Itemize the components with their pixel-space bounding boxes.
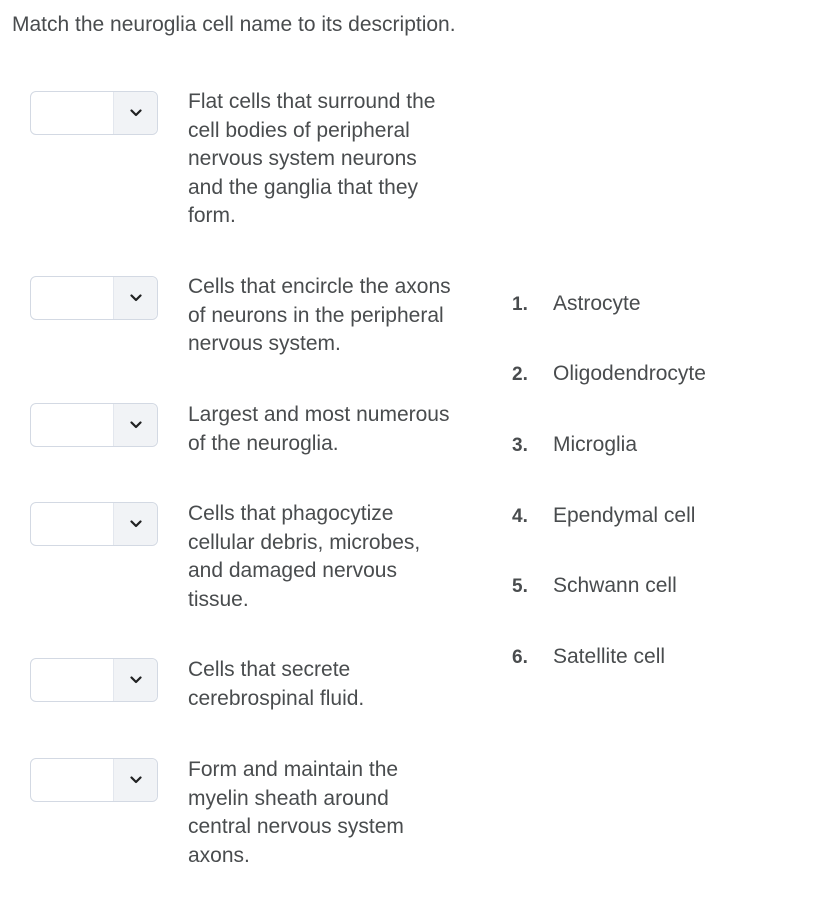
match-select-3[interactable]	[30, 403, 158, 447]
answer-item-1	[512, 288, 802, 320]
match-select-value	[31, 503, 115, 545]
answer-item-3	[512, 429, 802, 461]
chevron-down-icon	[130, 421, 142, 429]
dropdown-toggle[interactable]	[113, 277, 157, 319]
dropdown-toggle[interactable]	[113, 759, 157, 801]
match-select-2[interactable]	[30, 276, 158, 320]
answer-item-4	[512, 500, 802, 532]
answer-number: 4.	[512, 506, 528, 527]
dropdown-toggle[interactable]	[113, 503, 157, 545]
answer-item-2	[512, 358, 802, 390]
answer-number: 2.	[512, 364, 528, 385]
answer-label: Astrocyte	[553, 292, 641, 315]
match-description-5: Cells that secrete cerebrospinal fluid.	[188, 658, 365, 710]
match-description-6: Form and maintain the myelin sheath around central nervous system axons.	[188, 758, 404, 867]
chevron-down-icon	[130, 776, 142, 784]
answer-label: Satellite cell	[553, 645, 666, 668]
chevron-down-icon	[130, 109, 142, 117]
match-select-5[interactable]	[30, 658, 158, 702]
match-select-value	[31, 92, 115, 134]
chevron-down-icon	[130, 520, 142, 528]
match-select-value	[31, 659, 115, 701]
answer-label: Oligodendrocyte	[553, 362, 706, 385]
match-description-2: Cells that encircle the axons of neurons in the peripheral nervous system.	[188, 275, 451, 355]
match-select-value	[31, 404, 115, 446]
dropdown-toggle[interactable]	[113, 92, 157, 134]
question-title: Match the neuroglia cell name to its description.	[12, 13, 456, 36]
chevron-down-icon	[130, 676, 142, 684]
answer-number: 5.	[512, 576, 528, 597]
match-select-1[interactable]	[30, 91, 158, 135]
answer-label: Schwann cell	[553, 574, 677, 597]
match-select-6[interactable]	[30, 758, 158, 802]
answer-number: 3.	[512, 435, 528, 456]
match-select-4[interactable]	[30, 502, 158, 546]
match-description-1: Flat cells that surround the cell bodies of peripheral nervous system neurons and the ganglia that they form.	[188, 90, 436, 227]
answer-number: 6.	[512, 647, 528, 668]
answer-label: Microglia	[553, 433, 638, 456]
answer-item-5	[512, 570, 802, 602]
answer-number: 1.	[512, 294, 528, 315]
dropdown-toggle[interactable]	[113, 404, 157, 446]
match-select-value	[31, 277, 115, 319]
answer-item-6	[512, 641, 802, 673]
answer-label: Ependymal cell	[553, 504, 696, 527]
match-description-4: Cells that phagocytize cellular debris, microbes, and damaged nervous tissue.	[188, 502, 421, 611]
dropdown-toggle[interactable]	[113, 659, 157, 701]
match-description-3: Largest and most numerous of the neuroglia.	[188, 403, 450, 455]
chevron-down-icon	[130, 294, 142, 302]
match-select-value	[31, 759, 115, 801]
